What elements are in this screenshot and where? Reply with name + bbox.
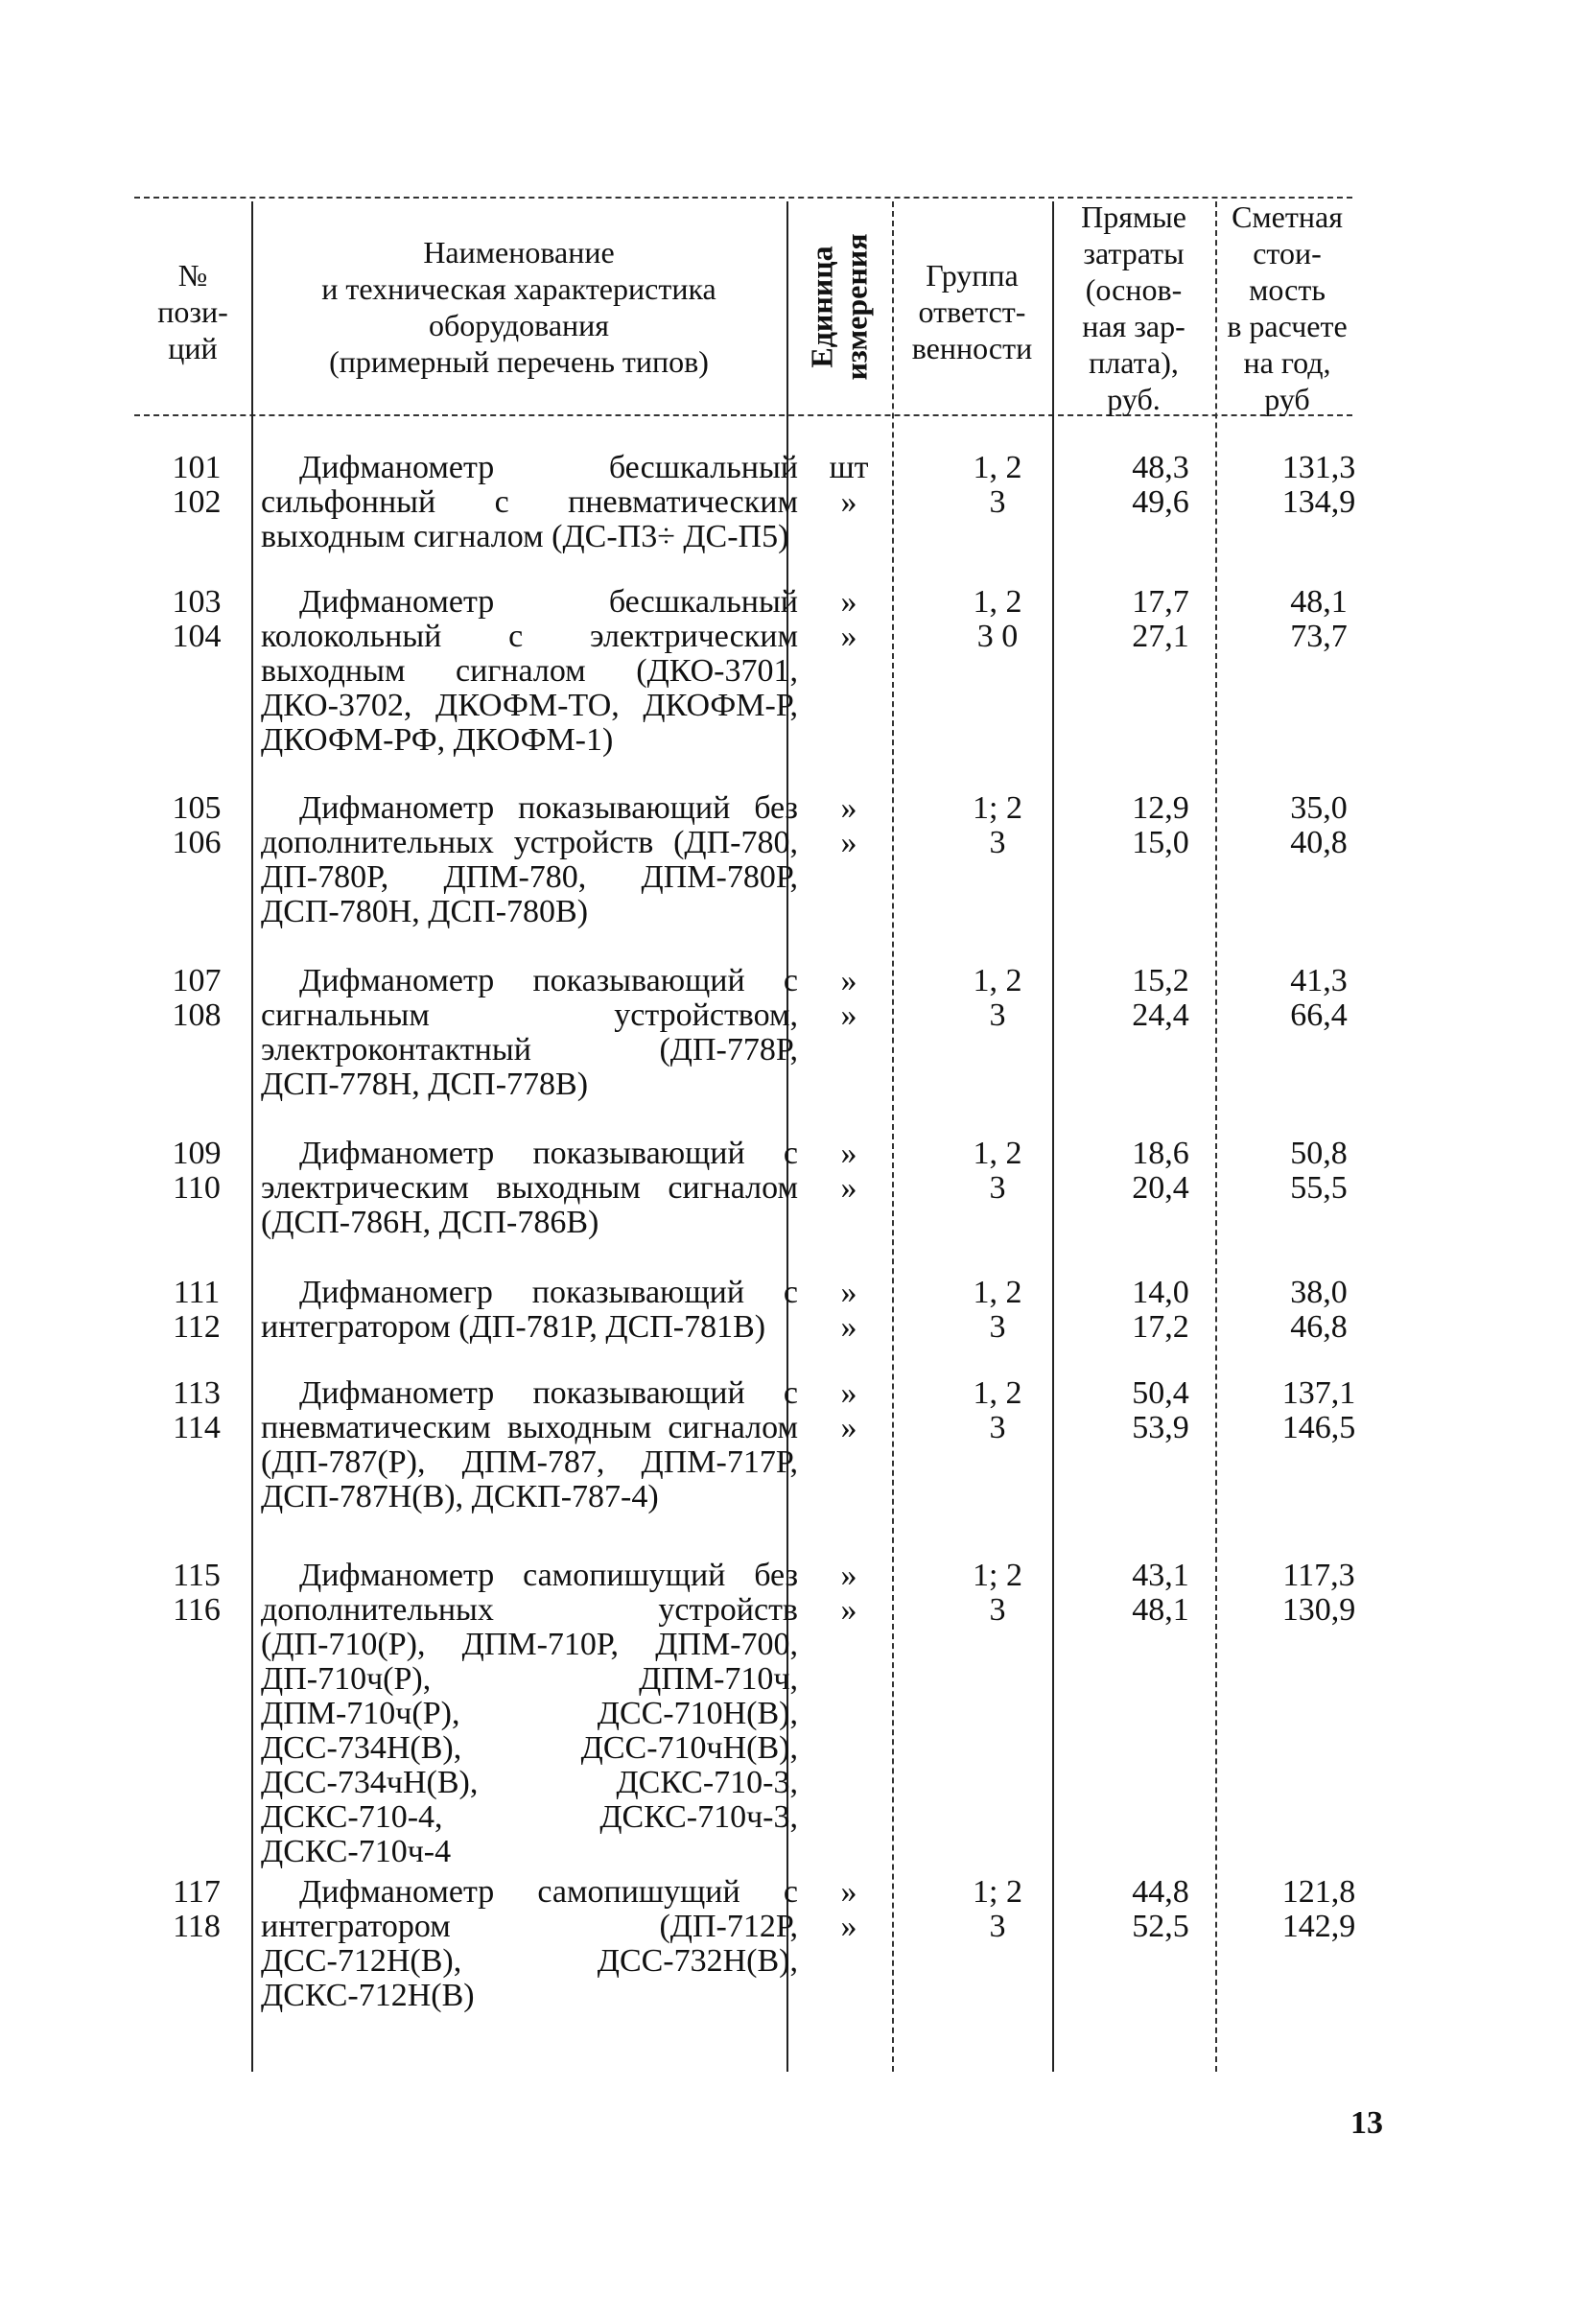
equipment-description: Дифманометр самопишущий с интегратором (ДП-712Р, ДСС-712Н(В), ДСС-732Н(В), ДСКС-712Н(В)	[261, 1874, 798, 2013]
position-number: 103	[172, 584, 222, 620]
position-number: 115	[173, 1558, 221, 1593]
cost-value: 53,9	[1132, 1410, 1189, 1445]
group-value: 1, 2	[973, 963, 1022, 998]
position-number: 109	[172, 1136, 222, 1171]
column-divider-1	[251, 201, 253, 2072]
unit-value: »	[840, 790, 857, 826]
unit-value: »	[840, 1309, 857, 1345]
cost-value: 14,0	[1132, 1275, 1189, 1310]
cost-value: 15,2	[1132, 963, 1189, 998]
unit-value: »	[840, 1558, 857, 1593]
header-unit-text: Единица измерения	[805, 233, 874, 381]
cost-value: 49,6	[1132, 484, 1189, 520]
header-group: Группа ответст- венности	[911, 258, 1033, 365]
estimate-value: 46,8	[1290, 1309, 1348, 1345]
estimate-value: 137,1	[1281, 1375, 1356, 1411]
group-value: 1, 2	[973, 1375, 1022, 1411]
estimate-value: 117,3	[1282, 1558, 1355, 1593]
cost-value: 17,2	[1132, 1309, 1189, 1345]
group-value: 1, 2	[973, 1275, 1022, 1310]
position-number: 111	[173, 1275, 221, 1310]
group-value: 1, 2	[973, 584, 1022, 620]
unit-value: »	[840, 1136, 857, 1171]
estimate-value: 121,8	[1281, 1874, 1356, 1910]
cost-value: 18,6	[1132, 1136, 1189, 1171]
header-name: Наименование и техническая характеристика оборудования (примерный перечень типов)	[321, 235, 716, 379]
position-number: 106	[172, 825, 222, 860]
equipment-description: Дифманометр показывающий с пневматическим выходным сигналом (ДП-787(Р), ДПМ-787, ДПМ-717Р, ДСП-787Н(В), ДСКП-787-4)	[261, 1375, 798, 1514]
group-value: 3 0	[976, 619, 1019, 654]
cost-value: 52,5	[1132, 1909, 1189, 1944]
group-value: 1; 2	[973, 1558, 1022, 1593]
unit-value: »	[840, 484, 857, 520]
estimate-value: 131,3	[1281, 450, 1356, 485]
equipment-description: Дифманометр бесшкальный колокольный с электрическим выходным сигналом (ДКО-3701, ДКО-3702, ДКОФМ-ТО, ДКОФМ-Р, ДКОФМ-РФ, ДКОФМ-1)	[261, 584, 798, 758]
position-number: 112	[173, 1309, 221, 1345]
estimate-value: 73,7	[1290, 619, 1348, 654]
unit-value: »	[840, 584, 857, 620]
header-position-number: № пози- ций	[157, 258, 228, 365]
group-value: 3	[989, 1170, 1006, 1206]
cost-value: 48,3	[1132, 450, 1189, 485]
estimate-value: 40,8	[1290, 825, 1348, 860]
position-number: 110	[173, 1170, 221, 1206]
position-number: 108	[172, 997, 222, 1033]
group-value: 1, 2	[973, 450, 1022, 485]
group-value: 3	[989, 1309, 1006, 1345]
group-value: 1, 2	[973, 1136, 1022, 1171]
position-number: 105	[172, 790, 222, 826]
header-direct-cost: Прямые затраты (основ- ная зар- плата), руб.	[1081, 199, 1186, 416]
estimate-value: 38,0	[1290, 1275, 1348, 1310]
cost-value: 50,4	[1132, 1375, 1189, 1411]
position-number: 102	[172, 484, 222, 520]
estimate-value: 146,5	[1281, 1410, 1356, 1445]
position-number: 118	[173, 1909, 221, 1944]
cost-value: 20,4	[1132, 1170, 1189, 1206]
position-number: 114	[173, 1410, 221, 1445]
estimate-value: 41,3	[1290, 963, 1348, 998]
unit-value: »	[840, 1592, 857, 1628]
estimate-value: 48,1	[1290, 584, 1348, 620]
group-value: 1; 2	[973, 1874, 1022, 1910]
unit-value: шт	[829, 450, 869, 485]
unit-value: »	[840, 1375, 857, 1411]
column-divider-3	[892, 201, 894, 2072]
cost-value: 12,9	[1132, 790, 1189, 826]
equipment-description: Дифманометр бесшкальный сильфонный с пневматическим выходным сигналом (ДС-П3÷ ДС-П5)	[261, 450, 798, 554]
unit-value: »	[840, 1275, 857, 1310]
group-value: 3	[989, 1410, 1006, 1445]
position-number: 107	[172, 963, 222, 998]
estimate-value: 35,0	[1290, 790, 1348, 826]
cost-value: 43,1	[1132, 1558, 1189, 1593]
unit-value: »	[840, 1909, 857, 1944]
group-value: 3	[989, 484, 1006, 520]
estimate-value: 50,8	[1290, 1136, 1348, 1171]
position-number: 113	[173, 1375, 221, 1411]
page-number: 13	[1350, 2105, 1383, 2141]
cost-value: 17,7	[1132, 584, 1189, 620]
unit-value: »	[840, 1170, 857, 1206]
estimate-value: 55,5	[1290, 1170, 1348, 1206]
estimate-value: 142,9	[1281, 1909, 1356, 1944]
cost-value: 24,4	[1132, 997, 1189, 1033]
cost-value: 15,0	[1132, 825, 1189, 860]
header-estimated-cost: Сметная стои- мость в расчете на год, руб	[1227, 199, 1348, 416]
estimate-value: 130,9	[1281, 1592, 1356, 1628]
group-value: 3	[989, 1592, 1006, 1628]
equipment-description: Дифманометр показывающий без дополнительных устройств (ДП-780, ДП-780Р, ДПМ-780, ДПМ-780Р, ДСП-780Н, ДСП-780В)	[261, 790, 798, 929]
group-value: 3	[989, 825, 1006, 860]
equipment-description: Дифманометр показывающий с электрическим выходным сигналом (ДСП-786Н, ДСП-786В)	[261, 1136, 798, 1240]
equipment-description: Дифманометр показывающий с сигнальным устройством, электроконтактный (ДП-778Р, ДСП-778Н, ДСП-778В)	[261, 963, 798, 1102]
position-number: 116	[173, 1592, 221, 1628]
cost-value: 27,1	[1132, 619, 1189, 654]
unit-value: »	[840, 997, 857, 1033]
position-number: 117	[173, 1874, 221, 1910]
header-unit	[786, 201, 892, 412]
group-value: 3	[989, 997, 1006, 1033]
position-number: 104	[172, 619, 222, 654]
equipment-description: Дифманометр самопишущий без дополнительных устройств (ДП-710(Р), ДПМ-710Р, ДПМ-700, ДП-710ч(Р), ДПМ-710ч, ДПМ-710ч(Р), ДСС-710Н(В), ДСС-734Н(В), ДСС-710чН(В), ДСС-734чН(В), ДСКС-710-3, ДСКС-710-4, ДСКС-710ч-3, ДСКС-710ч-4	[261, 1558, 798, 1869]
cost-value: 48,1	[1132, 1592, 1189, 1628]
unit-value: »	[840, 825, 857, 860]
estimate-value: 66,4	[1290, 997, 1348, 1033]
group-value: 3	[989, 1909, 1006, 1944]
unit-value: »	[840, 1874, 857, 1910]
equipment-description: Дифманомегр показывающий с интегратором (ДП-781Р, ДСП-781В)	[261, 1275, 798, 1345]
unit-value: »	[840, 619, 857, 654]
position-number: 101	[172, 450, 222, 485]
unit-value: »	[840, 1410, 857, 1445]
group-value: 1; 2	[973, 790, 1022, 826]
unit-value: »	[840, 963, 857, 998]
cost-value: 44,8	[1132, 1874, 1189, 1910]
estimate-value: 134,9	[1281, 484, 1356, 520]
